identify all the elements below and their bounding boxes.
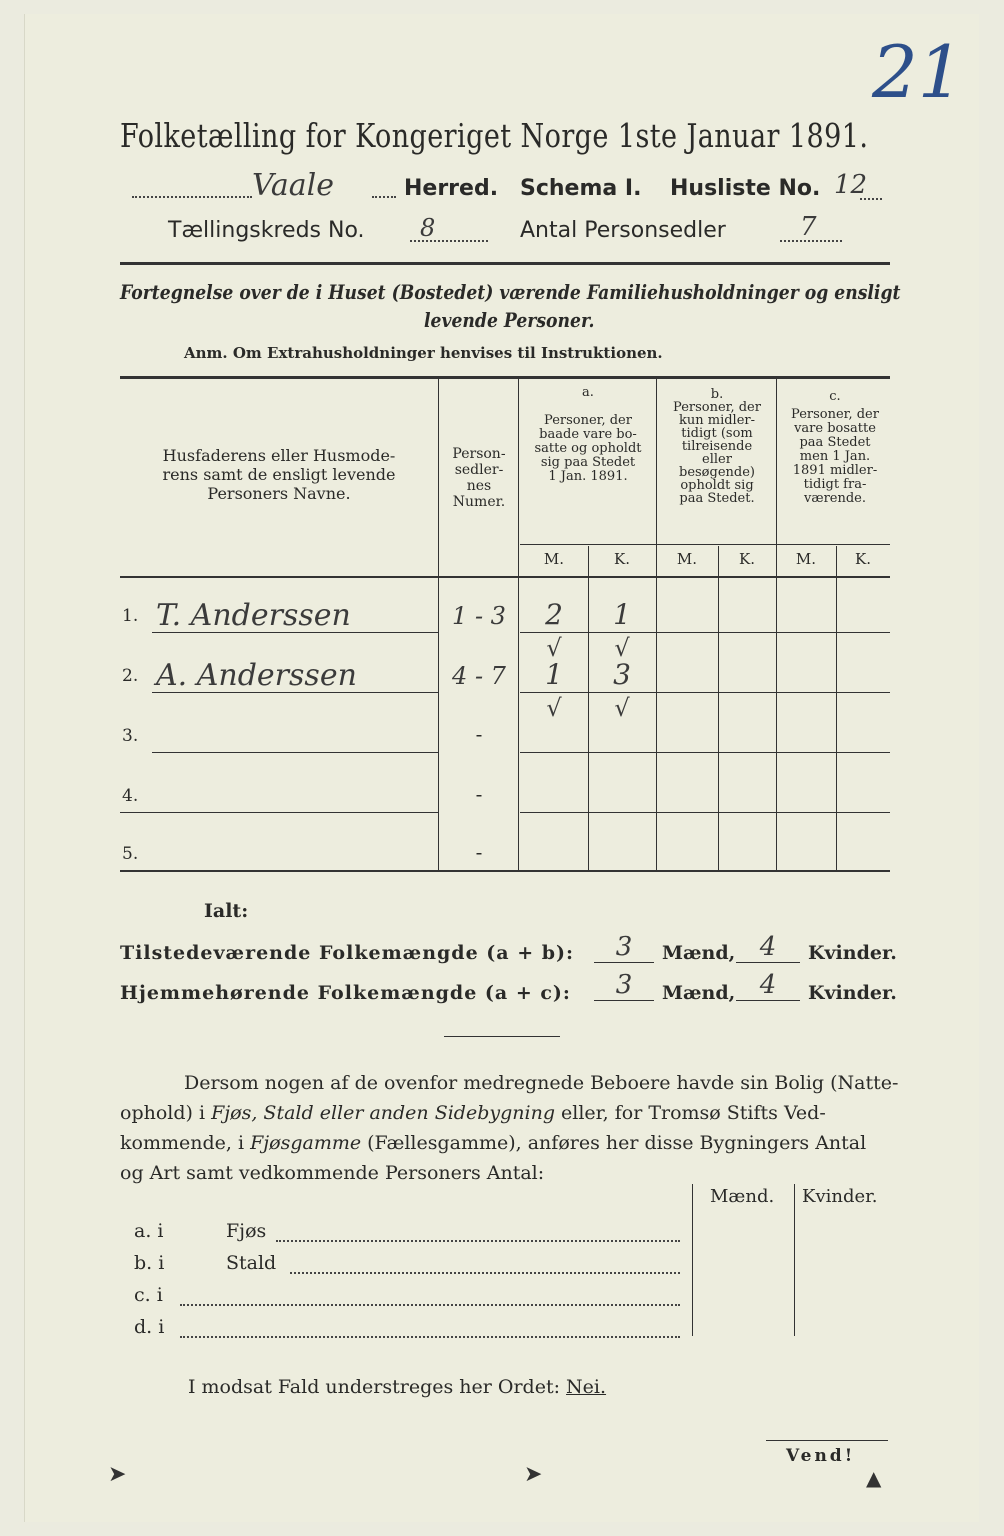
row-rule-4b (520, 812, 890, 813)
row-number-1: 1. (122, 606, 139, 626)
bolig-col-divider-2 (794, 1184, 795, 1336)
row-sedler-1: 1 - 3 (452, 602, 506, 630)
hjemme-label: Hjemmehørende Folkemængde (a + c): (120, 982, 571, 1004)
row-a-m-2: 1 (545, 658, 563, 691)
b-k-label: K. (739, 550, 755, 568)
bolig-item-d: d. i (134, 1316, 165, 1338)
bolig-line-3: kommende, i Fjøsgamme (Fællesgamme), anføres her disse Bygningers Antal (120, 1132, 867, 1154)
personsedler-count: 7 (800, 212, 817, 242)
binding-mark-right-icon: ▲ (866, 1466, 882, 1490)
c-k-label: K. (855, 550, 871, 568)
hjemme-m: 3 (615, 970, 633, 1000)
anm-note: Anm. Om Extrahusholdninger henvises til Instruktionen. (184, 344, 663, 362)
tilstede-m: 3 (615, 932, 633, 962)
herred-dotted-line-2 (372, 196, 396, 198)
herred-label: Herred. (404, 176, 499, 201)
table-top-rule (120, 376, 890, 379)
col-divider-name (438, 378, 439, 870)
hjemme-m-line (594, 1000, 654, 1001)
check-a-m-1: √ (546, 634, 562, 662)
kreds-dotted-line (410, 240, 488, 242)
col-header-name: Husfaderens eller Husmode- rens samt de ensligt levende Personers Navne. (162, 446, 396, 503)
personsedler-dotted-line (780, 240, 842, 242)
bolig-item-b: b. i (134, 1252, 165, 1274)
kreds-no: 8 (420, 214, 436, 242)
bolig-line-1: Dersom nogen af de ovenfor medregnede Beboere havde sin Bolig (Natte- (184, 1072, 899, 1094)
row-sedler-2: 4 - 7 (452, 662, 506, 690)
tilstede-m-line (594, 962, 654, 963)
vend-rule (766, 1440, 888, 1441)
husliste-dotted-line (860, 198, 882, 200)
bolig-item-b-dots (290, 1272, 680, 1274)
bolig-item-a-dots (276, 1240, 680, 1242)
schema-label: Schema I. (520, 176, 642, 201)
c-m-label: M. (795, 550, 817, 568)
row-sedler-3: - (475, 722, 483, 746)
col-divider-c-mk (836, 546, 837, 870)
row-number-5: 5. (122, 844, 139, 864)
bolig-col-kvinder: Kvinder. (802, 1186, 878, 1207)
mk-rule (520, 544, 890, 545)
personsedler-label: Antal Personsedler (520, 218, 726, 243)
bolig-line-4: og Art samt vedkommende Personers Antal: (120, 1162, 545, 1184)
herred-name: Vaale (252, 168, 335, 203)
row-number-4: 4. (122, 786, 139, 806)
col-header-num: Person- sedler- nes Numer. (452, 446, 506, 510)
kreds-label: Tællingskreds No. (168, 218, 365, 243)
binding-mark-left-icon: ➤ (108, 1462, 127, 1487)
check-a-k-2: √ (614, 694, 630, 722)
row-name-2: A. Anderssen (156, 658, 357, 693)
col-divider-b (776, 378, 777, 870)
row-rule-3 (152, 752, 438, 753)
row-number-3: 3. (122, 726, 139, 746)
hjemme-maend: Mænd, (662, 982, 736, 1004)
row-number-2: 2. (122, 666, 139, 686)
row-rule-1b (520, 632, 890, 633)
husliste-no: 12 (834, 170, 868, 200)
a-m-label: M. (543, 550, 565, 568)
bolig-item-c: c. i (134, 1284, 163, 1306)
tilstede-k: 4 (759, 932, 777, 962)
handwritten-page-number: 21 (872, 30, 964, 114)
row-rule-3b (520, 752, 890, 753)
col-header-b: b. Personer, der kun midler- tidigt (som tilreisende eller besøgende) opholdt sig paa Stedet. (673, 387, 761, 506)
b-m-label: M. (676, 550, 698, 568)
table-bottom-rule (120, 870, 890, 872)
vend-label: Vend! (786, 1446, 856, 1466)
binding-mark-center-icon: ➤ (524, 1462, 543, 1487)
bolig-item-d-dots (180, 1336, 680, 1338)
form-title: Folketælling for Kongeriget Norge 1ste Januar 1891. (120, 116, 869, 155)
col-header-c: c. Personer, der vare bosatte paa Stedet men 1 Jan. 1891 midler- tidigt fra- værende. (791, 389, 879, 506)
col-divider-b-mk (718, 546, 719, 870)
intro-line-1: Fortegnelse over de i Huset (Bostedet) værende Familiehusholdninger og ensligt (120, 280, 901, 304)
bolig-line-2: ophold) i Fjøs, Stald eller anden Sidebygning eller, for Tromsø Stifts Ved- (120, 1102, 826, 1124)
tilstede-label: Tilstedeværende Folkemængde (a + b): (120, 942, 575, 964)
tilstede-maend: Mænd, (662, 942, 736, 964)
hjemme-k-line (736, 1000, 800, 1001)
bolig-item-c-dots (180, 1304, 680, 1306)
hjemme-k: 4 (759, 970, 777, 1000)
bolig-col-maend: Mænd. (710, 1186, 775, 1207)
hjemme-kvinder: Kvinder. (808, 982, 897, 1004)
col-divider-a (656, 378, 657, 870)
row-rule-4 (120, 812, 438, 813)
husliste-label: Husliste No. (670, 176, 821, 201)
row-sedler-4: - (475, 782, 483, 806)
col-header-a: a. Personer, der baade vare bo- satte og opholdt sig paa Stedet 1 Jan. 1891. (534, 385, 642, 484)
a-k-label: K. (614, 550, 630, 568)
row-a-k-2: 3 (613, 658, 631, 691)
row-a-k-1: 1 (613, 598, 631, 631)
bolig-item-b-label: Stald (226, 1252, 277, 1274)
check-a-m-2: √ (546, 694, 562, 722)
bolig-item-a-label: Fjøs (226, 1220, 267, 1242)
row-sedler-5: - (475, 840, 483, 864)
modsat-text: I modsat Fald understreges her Ordet: Nei. (188, 1376, 607, 1398)
row-rule-2b (520, 692, 890, 693)
section-divider (444, 1036, 560, 1037)
col-divider-num (518, 378, 519, 870)
row-name-1: T. Anderssen (156, 598, 351, 633)
bolig-item-a: a. i (134, 1220, 164, 1242)
bolig-col-divider-1 (692, 1184, 693, 1336)
intro-line-2: levende Personer. (424, 308, 595, 332)
row-a-m-1: 2 (545, 598, 563, 631)
header-rule (120, 262, 890, 265)
tilstede-kvinder: Kvinder. (808, 942, 897, 964)
table-head-rule (120, 576, 890, 578)
ialt-label: Ialt: (204, 900, 249, 922)
herred-dotted-line (132, 196, 252, 198)
tilstede-k-line (736, 962, 800, 963)
check-a-k-1: √ (614, 634, 630, 662)
